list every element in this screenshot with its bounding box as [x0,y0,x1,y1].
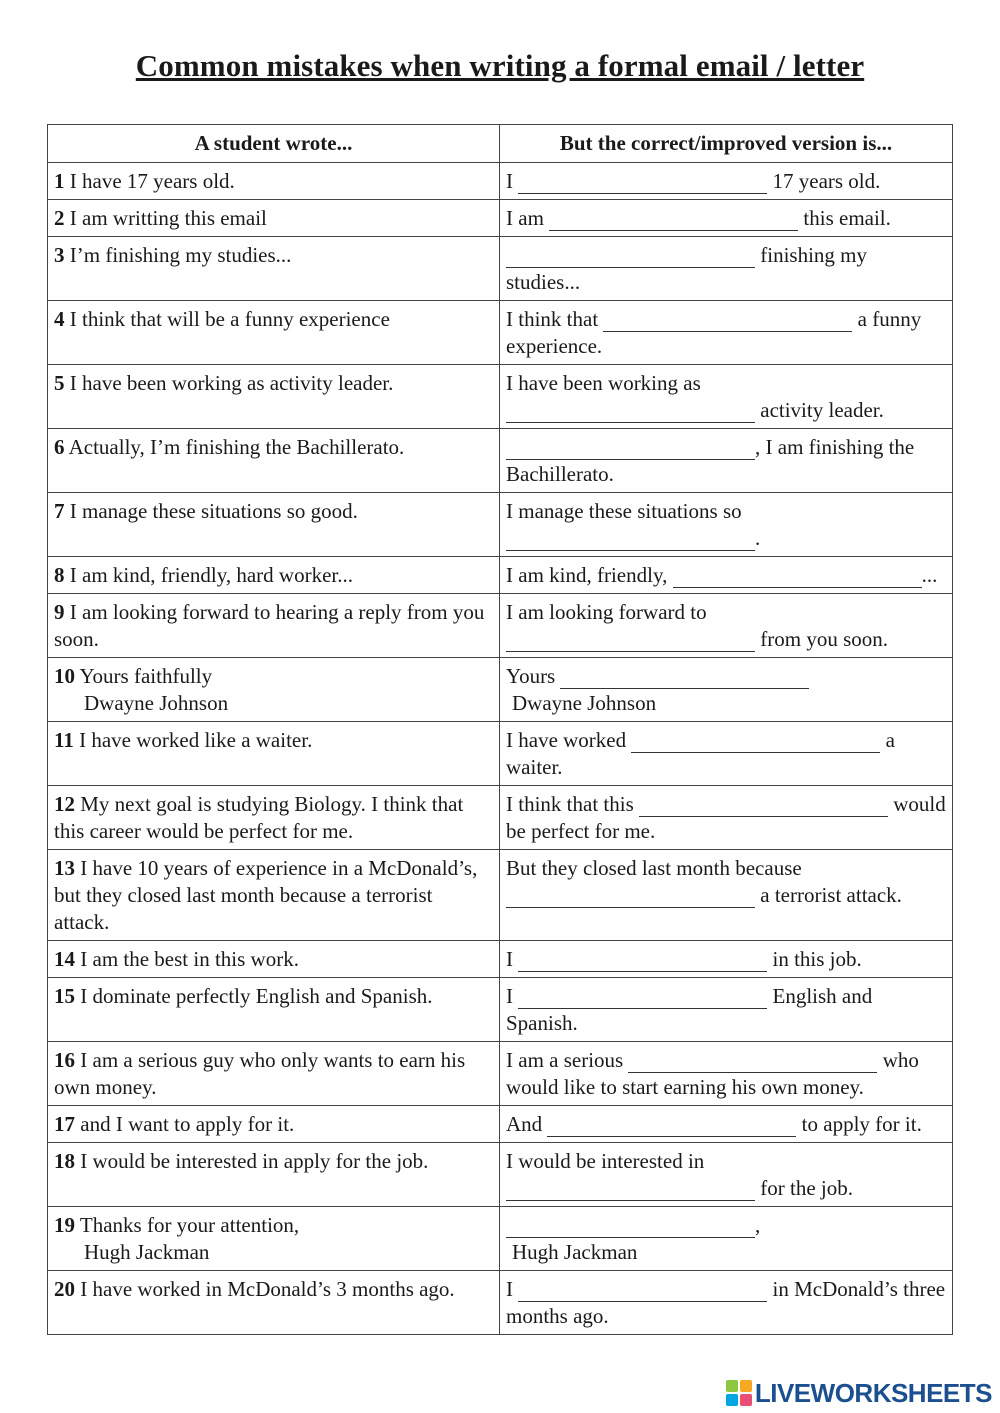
correct-version-cell [500,850,953,941]
student-sentence-cell [48,1207,500,1271]
student-sentence: I am a serious guy who only wants to earn his own money. [54,1048,466,1099]
table-row [48,163,953,200]
item-number: 10 [54,664,75,688]
correct-suffix: from you soon. [760,627,888,651]
student-sentence: Yours faithfully [79,664,213,688]
answer-blank-11[interactable] [631,731,880,753]
correct-prefix: I think that [506,307,599,331]
student-sentence: Actually, I’m finishing the Bachillerato. [68,435,405,459]
correct-prefix: I think that this [506,792,634,816]
item-number: 18 [54,1149,75,1173]
correct-prefix: I am [506,206,544,230]
answer-blank-1[interactable] [518,172,767,194]
item-number: 19 [54,1213,75,1237]
table-header-row [48,125,953,163]
item-number: 14 [54,947,75,971]
correct-suffix: activity leader. [760,398,884,422]
correct-suffix: , [755,1213,761,1237]
table-row [48,365,953,429]
student-sentence: and I want to apply for it. [80,1112,295,1136]
student-sentence: I am kind, friendly, hard worker... [69,563,353,587]
logo-text: LIVEWORKSHEETS [754,1377,992,1408]
table-row [48,941,953,978]
correct-version-cell [500,658,953,722]
table-row [48,557,953,594]
page-title: Common mistakes when writing a formal email / letter [135,48,865,83]
correct-version-cell [500,1271,953,1335]
student-sentence-cell [48,1143,500,1207]
student-sentence-cell [48,1042,500,1106]
table-row [48,237,953,301]
table-row [48,594,953,658]
correct-suffix: a waiter. [506,728,895,779]
correct-suffix: would be perfect for me. [506,792,946,843]
correct-prefix: I have worked [506,728,627,752]
answer-blank-15[interactable] [518,987,767,1009]
correct-signature: Hugh Jackman [512,1240,638,1264]
answer-blank-18[interactable] [506,1179,755,1201]
correct-prefix: I [506,169,513,193]
student-sentence: I manage these situations so good. [69,499,358,523]
student-sentence-cell [48,850,500,941]
table-row [48,978,953,1042]
item-number: 6 [54,435,65,459]
correct-suffix: a terrorist attack. [760,883,902,907]
item-number: 5 [54,371,65,395]
correct-version-cell [500,941,953,978]
student-sentence: I have 17 years old. [69,169,235,193]
student-sentence-cell [48,941,500,978]
liveworksheets-logo [726,1377,992,1409]
table-row [48,658,953,722]
student-sentence: I would be interested in apply for the job. [80,1149,429,1173]
student-sentence: I’m finishing my studies... [69,243,292,267]
correct-suffix: English and Spanish. [506,984,873,1035]
student-signature: Dwayne Johnson [84,691,229,715]
student-sentence: I have worked in McDonald’s 3 months ago. [80,1277,455,1301]
student-sentence-cell [48,163,500,200]
correct-signature: Dwayne Johnson [512,691,657,715]
item-number: 16 [54,1048,75,1072]
student-signature: Hugh Jackman [84,1240,210,1264]
item-number: 4 [54,307,65,331]
table-row [48,1106,953,1143]
correct-suffix: . [755,526,761,550]
answer-blank-14[interactable] [518,950,767,972]
student-sentence: Thanks for your attention, [79,1213,300,1237]
correct-prefix: I am looking forward to [506,600,707,624]
correct-prefix: I [506,1277,513,1301]
table-row [48,722,953,786]
student-sentence-cell [48,786,500,850]
correct-version-cell [500,786,953,850]
item-number: 15 [54,984,75,1008]
correct-version-cell [500,557,953,594]
answer-blank-9[interactable] [506,630,755,652]
table-row [48,850,953,941]
student-sentence: I am the best in this work. [80,947,299,971]
student-sentence: I think that will be a funny experience [69,307,390,331]
correct-suffix: ... [921,563,938,587]
item-number: 9 [54,600,65,624]
student-sentence-cell [48,200,500,237]
correct-version-cell [500,1106,953,1143]
item-number: 20 [54,1277,75,1301]
table-row [48,1143,953,1207]
correct-version-cell [500,163,953,200]
correct-prefix: I would be interested in [506,1149,705,1173]
table-body [48,163,953,1335]
answer-blank-2[interactable] [549,209,798,231]
student-sentence-cell [48,429,500,493]
student-sentence-cell [48,237,500,301]
item-number: 17 [54,1112,75,1136]
liveworksheets-logo-icon [726,1380,752,1406]
table-row [48,1042,953,1106]
student-sentence-cell [48,722,500,786]
student-sentence: I have 10 years of experience in a McDonald’s, but they closed last month because a terrorist attack. [54,856,478,934]
correct-suffix: for the job. [760,1176,853,1200]
item-number: 7 [54,499,65,523]
correct-version-cell [500,978,953,1042]
correct-prefix: I manage these situations so [506,499,742,523]
correct-prefix: And [506,1112,543,1136]
student-sentence: I have been working as activity leader. [69,371,394,395]
student-sentence: My next goal is studying Biology. I think that this career would be perfect for me. [54,792,464,843]
correct-version-cell [500,237,953,301]
item-number: 1 [54,169,65,193]
item-number: 2 [54,206,65,230]
table-row [48,429,953,493]
correct-version-cell [500,365,953,429]
correct-version-cell [500,594,953,658]
answer-blank-7[interactable] [506,529,755,551]
correct-version-cell [500,1042,953,1106]
correct-prefix: But they closed last month because [506,856,802,880]
correct-suffix: in this job. [772,947,862,971]
student-sentence-cell [48,365,500,429]
worksheet-table [47,124,953,1335]
student-sentence-cell [48,658,500,722]
table-row [48,493,953,557]
answer-blank-5[interactable] [506,401,755,423]
student-sentence-cell [48,978,500,1042]
correct-prefix: I am kind, friendly, [506,563,668,587]
item-number: 8 [54,563,65,587]
answer-blank-6[interactable] [506,438,755,460]
correct-prefix: I am a serious [506,1048,624,1072]
answer-blank-16[interactable] [628,1051,877,1073]
correct-version-cell [500,1143,953,1207]
correct-prefix: I have been working as [506,371,701,395]
student-sentence-cell [48,301,500,365]
correct-suffix: to apply for it. [801,1112,922,1136]
student-sentence: I am looking forward to hearing a reply from you soon. [54,600,485,651]
item-number: 13 [54,856,75,880]
correct-version-cell [500,301,953,365]
correct-prefix: Yours [506,664,556,688]
answer-blank-20[interactable] [518,1280,767,1302]
item-number: 12 [54,792,75,816]
answer-blank-4[interactable] [603,310,852,332]
student-sentence-cell [48,594,500,658]
column-header-correct: But the correct/improved version is... [500,125,953,163]
table-row [48,1207,953,1271]
item-number: 3 [54,243,65,267]
student-sentence: I dominate perfectly English and Spanish. [80,984,433,1008]
correct-suffix: in McDonald’s three months ago. [506,1277,946,1328]
student-sentence-cell [48,557,500,594]
item-number: 11 [54,728,74,752]
student-sentence-cell [48,493,500,557]
correct-version-cell [500,1207,953,1271]
student-sentence-cell [48,1106,500,1143]
answer-blank-17[interactable] [547,1115,796,1137]
answer-blank-19[interactable] [506,1216,755,1238]
answer-blank-10[interactable] [560,667,809,689]
correct-version-cell [500,722,953,786]
answer-blank-12[interactable] [639,795,888,817]
student-sentence: I am writting this email [69,206,267,230]
correct-version-cell [500,493,953,557]
correct-suffix: , I am finishing the Bachillerato. [506,435,915,486]
answer-blank-13[interactable] [506,886,755,908]
column-header-student: A student wrote... [48,125,500,163]
correct-suffix: finishing my studies... [506,243,868,294]
table-row [48,301,953,365]
correct-prefix: I [506,984,513,1008]
correct-prefix: I [506,947,513,971]
correct-version-cell [500,200,953,237]
correct-suffix: 17 years old. [772,169,881,193]
student-sentence-cell [48,1271,500,1335]
table-row [48,200,953,237]
answer-blank-3[interactable] [506,246,755,268]
correct-version-cell [500,429,953,493]
correct-suffix: a funny experience. [506,307,922,358]
correct-suffix: who would like to start earning his own money. [506,1048,919,1099]
table-row [48,786,953,850]
student-sentence: I have worked like a waiter. [79,728,313,752]
answer-blank-8[interactable] [673,566,922,588]
table-row [48,1271,953,1335]
correct-suffix: this email. [803,206,891,230]
